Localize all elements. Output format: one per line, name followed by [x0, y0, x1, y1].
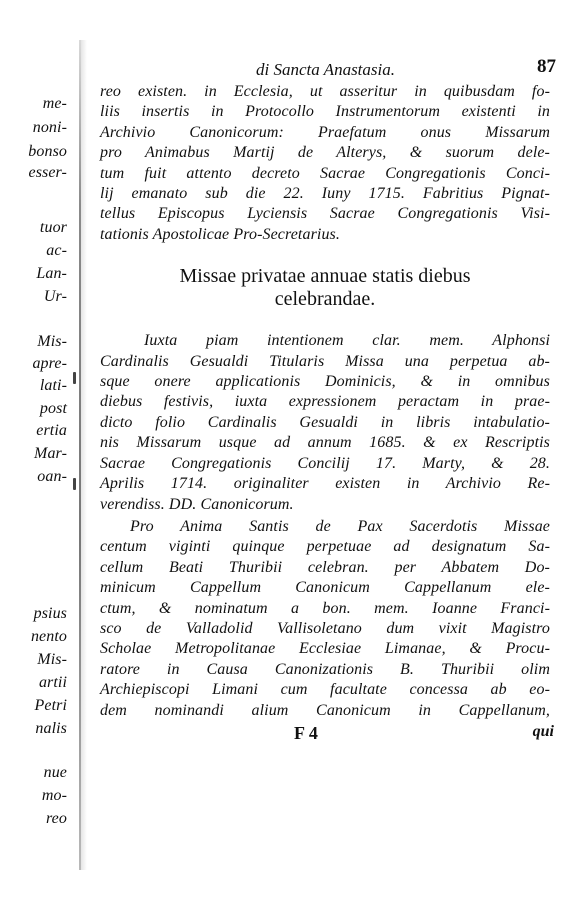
running-head: [100, 56, 556, 82]
left-fragment: Mar-: [34, 445, 67, 462]
text-line: tum fuit attento decreto Sacrae Congregationis Conci-: [100, 164, 550, 182]
left-fragment: lati-: [39, 377, 67, 394]
running-title: di Sancta Anastasia.: [256, 60, 395, 79]
left-fragment: post: [39, 400, 67, 417]
left-fragment: bonso: [28, 143, 67, 160]
ink-mark: [73, 478, 76, 490]
paragraph-1: [100, 82, 550, 245]
left-fragment: tuor: [39, 219, 67, 236]
left-fragment: Petri: [34, 697, 67, 714]
text-line: Scholae Metropolitanae Ecclesiae Limanae, & Procu-: [100, 640, 550, 658]
right-page: [100, 56, 556, 747]
left-fragment: Mis-: [37, 333, 67, 350]
left-fragment: me-: [42, 95, 67, 112]
text-line: minicum Cappellum Canonicum Cappellanum ele-: [100, 579, 550, 597]
text-line: verendiss. DD. Canonicorum.: [100, 495, 294, 513]
left-fragment: ertia: [36, 422, 67, 439]
text-line: nis Missarum usque ad annum 1685. & ex Rescriptis: [100, 434, 550, 452]
text-line: Pro Anima Santis de Pax Sacerdotis Missae: [130, 517, 550, 535]
left-fragment: Lan-: [36, 265, 67, 282]
text-line: Cardinalis Gesualdi Titularis Missa una perpetua ab-: [100, 352, 550, 370]
text-line: ctum, & nominatum a bon. mem. Ioanne Franci-: [100, 599, 550, 617]
page-number: 87: [537, 56, 556, 77]
left-fragment: esser-: [28, 164, 67, 181]
left-fragment: reo: [45, 810, 67, 827]
text-line: lij emanato sub die 22. Iuny 1715. Fabritius Pignat-: [100, 185, 550, 203]
text-line: Aprilis 1714. originaliter existen in Archivio Re-: [100, 475, 550, 493]
left-fragment: Mis-: [37, 651, 67, 668]
heading-line: celebrandae.: [274, 288, 376, 311]
text-line: dem nominandi alium Canonicum in Cappellanum,: [100, 701, 550, 719]
page-footer: [100, 722, 554, 747]
left-fragment: nalis: [35, 720, 67, 737]
section-heading: [100, 265, 550, 311]
paragraph-2: [100, 331, 550, 515]
text-line: sco de Valladolid Vallisoletano dum vixit Magistro: [100, 619, 550, 637]
left-fragment: Ur-: [43, 288, 67, 305]
left-fragment: mo-: [41, 787, 67, 804]
text-line: sque onere applicationis Dominicis, & in omnibus: [100, 373, 550, 391]
left-fragment: apre-: [32, 355, 67, 372]
text-line: dicto folio Cardinalis Gesualdi in libris intabulatio-: [100, 413, 550, 431]
text-line: liis insertis in Protocollo Instrumentorum existenti in: [100, 103, 550, 121]
signature-mark: F 4: [294, 722, 318, 743]
left-fragment: nue: [43, 764, 67, 781]
text-line: Iuxta piam intentionem clar. mem. Alphonsi: [144, 332, 550, 350]
left-fragment: oan-: [37, 468, 67, 485]
book-gutter-shadow: [81, 40, 87, 870]
text-line: Archiepiscopi Limani cum facultate concessa ab eo-: [100, 681, 550, 699]
paragraph-3: [100, 517, 550, 721]
heading-line: Missae privatae annuae statis diebus: [179, 265, 471, 288]
text-line: ratore in Causa Canonizationis B. Thuribii olim: [100, 660, 550, 678]
left-fragment: noni-: [32, 119, 67, 136]
text-line: cellum Beati Thuribii celebran. per Abbatem Do-: [100, 558, 550, 576]
text-line: pro Animabus Martij de Alterys, & suorum dele-: [100, 144, 550, 162]
left-fragment: psius: [33, 605, 67, 622]
text-line: Sacrae Congregationis Concilij 17. Marty, & 28.: [100, 454, 550, 472]
left-fragment: nento: [30, 628, 67, 645]
text-line: Archivio Canonicorum: Praefatum onus Missarum: [100, 123, 550, 141]
left-fragment: ac-: [46, 242, 67, 259]
left-fragment: artii: [38, 674, 67, 691]
catchword: qui: [532, 722, 554, 740]
text-line: centum viginti quinque perpetuae ad designatum Sa-: [100, 538, 550, 556]
text-line: tationis Apostolicae Pro-Secretarius.: [100, 225, 340, 243]
ink-mark: [73, 372, 76, 384]
text-line: tellus Episcopus Lyciensis Sacrae Congregationis Visi-: [100, 205, 550, 223]
text-line: diebus festivis, iuxta expressionem peractam in prae-: [100, 393, 550, 411]
text-line: reo existen. in Ecclesia, ut asseritur in quibusdam fo-: [100, 83, 550, 100]
